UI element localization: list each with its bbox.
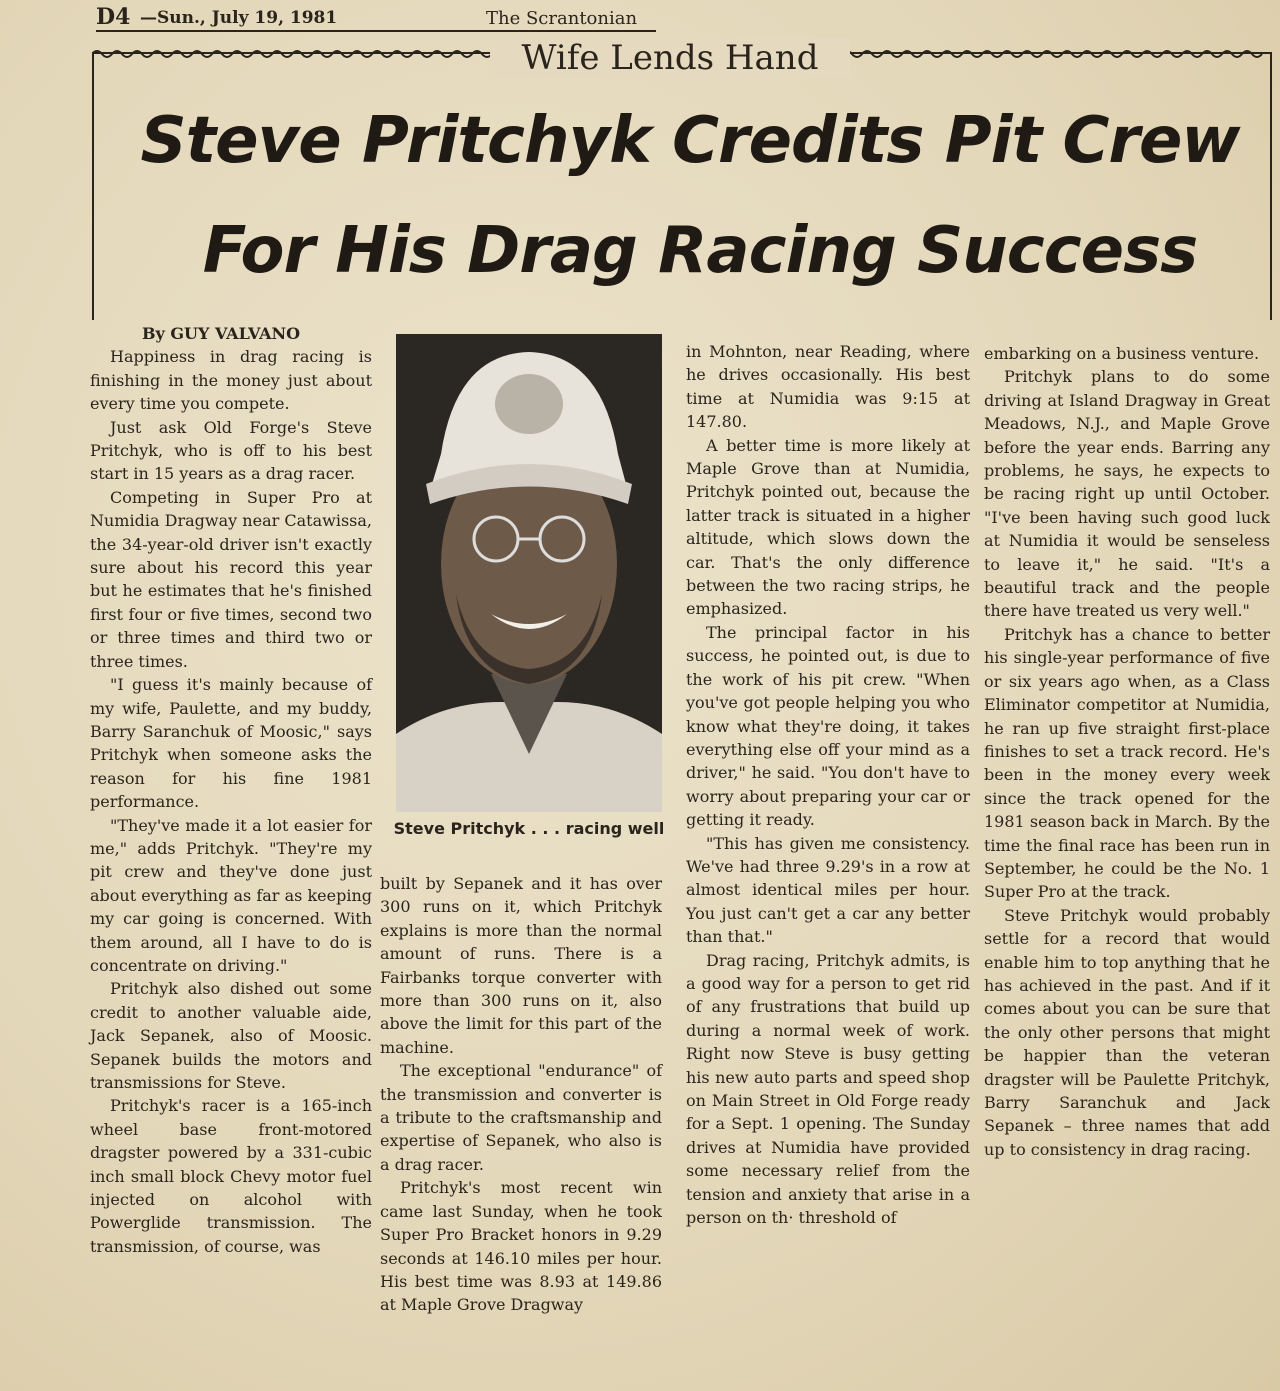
issue-date: —Sun., July 19, 1981 xyxy=(140,8,338,28)
article-column-1 xyxy=(90,322,372,1258)
page-number: D4 xyxy=(96,4,131,30)
paragraph: Happiness in drag racing is finishing in the money just about every time you compete. xyxy=(90,347,372,414)
paragraph: Just ask Old Forge's Steve Pritchyk, who is off to his best start in 15 years as a drag racer. xyxy=(90,417,372,484)
paragraph: Pritchyk's most recent win came last Sunday, when he took Super Pro Bracket honors in 9.29 seconds at 146.10 miles per hour. His best time was 8.93 at 149.86 at Maple Grove Dragway xyxy=(380,1178,662,1315)
paragraph: embarking on a business venture. xyxy=(984,344,1260,363)
paragraph: "They've made it a lot easier for me," adds Pritchyk. "They're my pit crew and they've done just about everything as far as keeping my car going is concerned. With them around, all I have to do is concentrate on driving." xyxy=(90,815,372,975)
paragraph: "I guess it's mainly because of my wife, Paulette, and my buddy, Barry Saranchuk of Moosic," says Pritchyk when someone asks the reason for his fine 1981 performance. xyxy=(90,675,372,812)
kicker-headline: Wife Lends Hand xyxy=(490,38,850,78)
paragraph: The exceptional "endurance" of the transmission and converter is a tribute to the craftsmanship and expertise of Sepanek, who also is a drag racer. xyxy=(380,1061,662,1174)
paragraph: in Mohnton, near Reading, where he drives occasionally. His best time at Numidia was 9:15 at 147.80. xyxy=(686,342,970,432)
article-column-2 xyxy=(380,872,662,1317)
photo-caption: Steve Pritchyk . . . racing well xyxy=(393,819,665,838)
paragraph: The principal factor in his success, he pointed out, is due to the work of his pit crew. "When you've got people helping you who know what they're doing, it takes everything else off your mind as a driver," he said. "You don't have to worry about preparing your car or getting it ready. xyxy=(686,622,970,830)
portrait-icon xyxy=(396,334,662,812)
paragraph: A better time is more likely at Maple Grove than at Numidia, Pritchyk pointed out, because the latter track is situated in a higher altitude, which slows down the car. That's the only difference between the two racing strips, he emphasized. xyxy=(686,435,970,619)
byline: By GUY VALVANO xyxy=(142,324,301,343)
masthead xyxy=(96,4,656,32)
article-column-4 xyxy=(984,342,1270,1161)
paragraph: Pritchyk has a chance to better his single-year performance of five or six years ago when, as a Class Eliminator competitor at Numidia, he ran up five straight first-place finishes to set a track record. He's been in the money every week since the track opened for the 1981 season back in March. By the time the final race has been run in September, he could be the No. 1 Super Pro at the track. xyxy=(984,624,1270,902)
headline-line-1: Steve Pritchyk Credits Pit Crew xyxy=(140,104,1240,178)
headline-line-2: For His Drag Racing Success xyxy=(202,214,1198,288)
paragraph: "This has given me consistency. We've had three 9.29's in a row at almost identical miles per hour. You just can't get a car any better than that." xyxy=(686,833,970,947)
paragraph: Competing in Super Pro at Numidia Dragway near Catawissa, the 34-year-old driver isn't exactly sure about his record this year but he estimates that he's finished first four or five times, second two or three times and third two or three times. xyxy=(90,487,372,671)
paragraph: Pritchyk's racer is a 165-inch wheel base front-motored dragster powered by a 331-cubic inch small block Chevy motor fuel injected on alcohol with Powerglide transmission. The transmission, of course, was xyxy=(90,1096,372,1256)
portrait-photo xyxy=(396,334,662,812)
newspaper-name: The Scrantonian xyxy=(486,8,638,29)
paragraph: Steve Pritchyk would probably settle for a record that would enable him to top anything that he has achieved in the past. And if it comes about you can be sure that the only other persons that might be happier than the veteran dragster will be Paulette Pritchyk, Barry Saranchuk and Jack Sepanek – three names that add up to consistency in drag racing. xyxy=(984,905,1270,1159)
paragraph: Drag racing, Pritchyk admits, is a good way for a person to get rid of any frustrations that build up during a normal week of work. Right now Steve is busy getting his new auto parts and speed shop on Main Street in Old Forge ready for a Sept. 1 opening. The Sunday drives at Numidia have provided some necessary relief from the tension and anxiety that arise in a person on th· threshold of xyxy=(686,950,970,1228)
paragraph: Pritchyk also dished out some credit to another valuable aide, Jack Sepanek, also of Moosic. Sepanek builds the motors and transmissions for Steve. xyxy=(90,979,372,1092)
paragraph: Pritchyk plans to do some driving at Island Dragway in Great Meadows, N.J., and Maple Grove before the year ends. Barring any problems, he says, he expects to be racing right up until October. "I've been having such good luck at Numidia it would be senseless to leave it," he said. "It's a beautiful track and the people there have treated us very well." xyxy=(984,367,1270,621)
article-column-3 xyxy=(686,340,970,1229)
paragraph: built by Sepanek and it has over 300 runs on it, which Pritchyk explains is more than the normal amount of runs. There is a Fairbanks torque converter with more than 300 runs on it, also above the limit for this part of the machine. xyxy=(380,874,662,1057)
